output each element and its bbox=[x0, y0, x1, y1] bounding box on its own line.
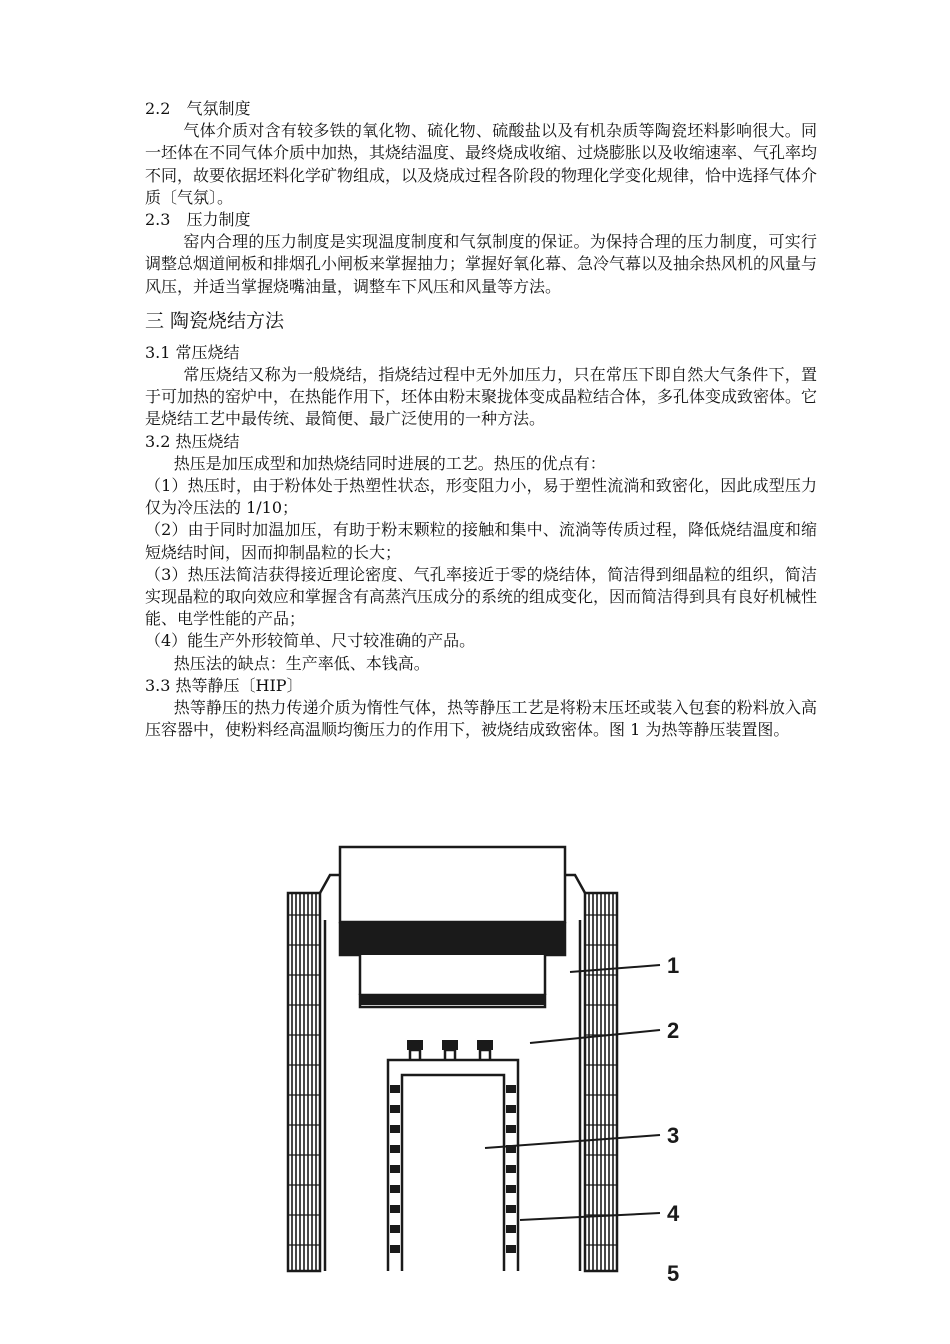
label-3: 3 bbox=[667, 1123, 680, 1148]
list-item: （3）热压法简洁获得接近理论密度、气孔率接近于零的烧结体，简洁得到细晶粒的组织，简洁实现晶粒的取向效应和掌握含有高蒸汽压成分的系统的组成变化，因而简洁得到具有良好机械性能、电学性能的产品； bbox=[145, 564, 818, 629]
hip-apparatus-figure bbox=[270, 835, 700, 1286]
top-plug bbox=[340, 847, 565, 922]
section-heading-2-2: 2.2 气氛制度 bbox=[145, 99, 251, 118]
list-item: （1）热压时，由于粉体处于热塑性状态，形变阻力小，易于塑性流淌和致密化，因此成型压力仅为冷压法的 1/10； bbox=[145, 476, 817, 518]
section-heading-3-1: 3.1 常压烧结 bbox=[145, 342, 240, 362]
chapter-title: 三 陶瓷烧结方法 bbox=[145, 309, 285, 332]
section-heading-3-2: 3.2 热压烧结 bbox=[145, 431, 240, 451]
section-body-2-3: 窑内合理的压力制度是实现温度制度和气氛制度的保证。为保持合理的压力制度，可实行调整总烟道闸板和排烟孔小闸板来掌握抽力；掌握好氧化幕、急冷气幕以及抽余热风机的风量与风压，并适当掌握烧嘴油量，调整车下风压和风量等方法。 bbox=[145, 232, 818, 296]
label-2: 2 bbox=[667, 1018, 680, 1043]
section-body-2-2: 气体介质对含有较多铁的氧化物、硫化物、硫酸盐以及有机杂质等陶瓷坯料影响很大。同一坯体在不同气体介质中加热，其烧结温度、最终烧成收缩、过烧膨胀以及收缩速率、气孔率均不同，故要依据坯料化学矿物组成，以及烧成过程各阶段的物理化学变化规律，恰中选择气体介质〔气氛〕。 bbox=[145, 121, 818, 207]
section-intro-3-2: 热压是加压成型和加热烧结同时进展的工艺。热压的优点有： bbox=[173, 453, 606, 473]
section-body-3-1: 常压烧结又称为一般烧结，指烧结过程中无外加压力，只在常压下即自然大气条件下，置于可加热的窑炉中，在热能作用下，坯体由粉末聚拢体变成晶粒结合体，多孔体变成致密体。它是烧结工艺中最传统、最简便、最广泛使用的一种方法。 bbox=[145, 365, 818, 429]
list-item: （2）由于同时加温加压，有助于粉末颗粒的接触和集中、流淌等传质过程，降低烧结温度和缩短烧结时间，因而抑制晶粒的长大； bbox=[145, 520, 817, 562]
upper-band bbox=[340, 922, 565, 955]
section-heading-2-3: 2.3 压力制度 bbox=[145, 210, 251, 230]
hip-apparatus-diagram bbox=[270, 835, 700, 1286]
section-heading-3-3: 3.3 热等静压〔HIP〕 bbox=[145, 675, 303, 695]
list-item: （4）能生产外形较简单、尺寸较准确的产品。 bbox=[145, 631, 476, 651]
middle-band bbox=[360, 995, 545, 1005]
text-body bbox=[145, 98, 817, 741]
label-5: 5 bbox=[667, 1261, 680, 1286]
label-4: 4 bbox=[667, 1201, 680, 1226]
section-body-3-3: 热等静压的热力传递介质为惰性气体，热等静压工艺是将粉末压坯或装入包套的粉料放入高压容器中，使粉料经高温顺均衡压力的作用下，被烧结成致密体。图 1 为热等静压装置图。 bbox=[145, 698, 817, 740]
section-drawback-3-2: 热压法的缺点：生产率低、本钱高。 bbox=[173, 653, 430, 673]
label-1: 1 bbox=[667, 953, 680, 978]
